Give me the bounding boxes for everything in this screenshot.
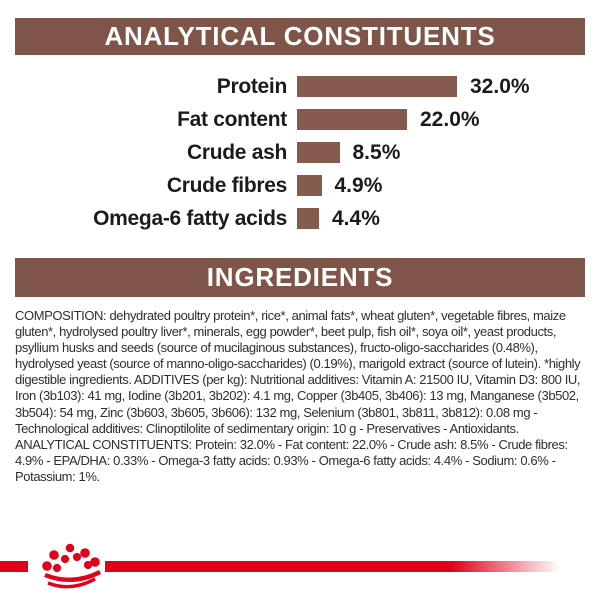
composition-text: COMPOSITION: dehydrated poultry protein*, rice*, animal fats*, wheat gluten*, vegetable fibres, maize gluten*, hydrolysed poultry liver*, minerals, egg powder*, beet pulp, fish oil*, soya oil*, yeast products, psyllium husks and seeds (source of mucilaginous substances), fructo-oligo-saccharides (0.48%), hydrolysed yeast (source of manno-oligo-saccharides) (0.19%), marigold extract (source of lutein). *highly digestible ingredients. ADDITIVES (per kg): Nutritional additives: Vitamin A: 21500 IU, Vitamin D3: 800 IU, Iron (3b103): 41 mg, Iodine (3b201, 3b202): 4.1 mg, Copper (3b405, 3b406): 13 mg, Manganese (3b502, 3b504): 54 mg, Zinc (3b603, 3b605, 3b606): 132 mg, Selenium (3b801, 3b811, 3b812): 0.08 mg - Technological additives: Clinoptilolite of sedimentary origin: 10 g - Preservatives - Antioxidants. ANALYTICAL CONSTITUENTS: Protein: 32.0% - Fat content: 22.0% - Crude ash: 8.5% - Crude fibres: 4.9% - EPA/DHA: 0.33% - Omega-3 fatty acids: 0.93% - Omega-6 fatty acids: 4.4% - Sodium: 0.6% - Potassium: 1%. (15, 308, 581, 484)
chart-value-label: 4.9% (334, 173, 383, 197)
brand-band-left (0, 561, 28, 572)
analytical-constituents-chart (0, 70, 600, 235)
chart-row (0, 202, 600, 235)
chart-bar (297, 208, 319, 229)
chart-value-label: 32.0% (470, 74, 530, 98)
chart-value-label: 4.4% (332, 206, 380, 230)
royal-canin-crown-icon (33, 542, 105, 594)
chart-category-label: Crude fibres (166, 173, 287, 197)
chart-row (0, 136, 600, 169)
ingredients-header (15, 258, 585, 297)
chart-bar (297, 76, 457, 97)
analytical-constituents-title: ANALYTICAL CONSTITUENTS (104, 21, 496, 51)
chart-value-label: 22.0% (420, 107, 480, 131)
ingredients-title: INGREDIENTS (206, 262, 394, 292)
brand-band-right (105, 561, 600, 572)
analytical-constituents-header (15, 18, 585, 55)
chart-bar (297, 175, 322, 196)
chart-bar (297, 142, 340, 163)
chart-value-label: 8.5% (352, 140, 401, 164)
chart-category-label: Protein (216, 74, 287, 98)
chart-category-label: Crude ash (187, 140, 287, 164)
chart-bar (297, 109, 407, 130)
chart-row (0, 103, 600, 136)
chart-row (0, 70, 600, 103)
chart-category-label: Fat content (177, 107, 287, 131)
chart-category-label: Omega-6 fatty acids (93, 206, 287, 230)
chart-row (0, 169, 600, 202)
